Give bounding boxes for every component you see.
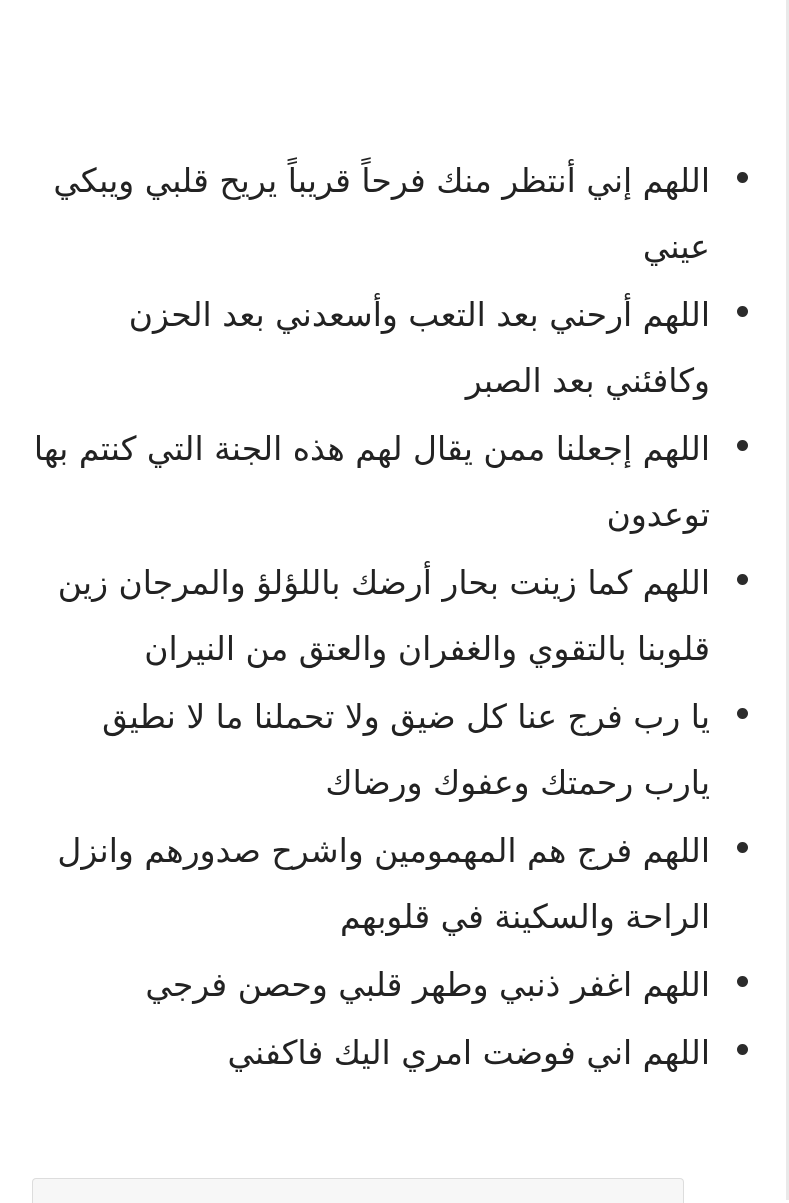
bullet-icon [737, 306, 748, 317]
list-item [30, 282, 750, 414]
bullet-icon [737, 1044, 748, 1055]
list-item [30, 684, 750, 816]
list-item [30, 416, 750, 548]
bullet-icon [737, 172, 748, 183]
list-item [30, 550, 750, 682]
dua-content [30, 148, 750, 1088]
list-item [30, 148, 750, 280]
bullet-icon [737, 440, 748, 451]
bullet-icon [737, 574, 748, 585]
dua-text: اللهم فرج هم المهمومين واشرح صدورهم وانزل الراحة والسكينة في قلوبهم [57, 831, 710, 936]
dua-text: اللهم اني فوضت امري اليك فاكفني [227, 1033, 710, 1072]
list-item [30, 818, 750, 950]
dua-text: اللهم إجعلنا ممن يقال لهم هذه الجنة التي كنتم بها توعدون [33, 429, 710, 534]
dua-text: اللهم إني أنتظر منك فرحاً قريباً يريح قلبي ويبكي عيني [53, 161, 710, 266]
bullet-icon [737, 842, 748, 853]
bullet-icon [737, 708, 748, 719]
dua-text: يا رب فرج عنا كل ضيق ولا تحملنا ما لا نطيق يارب رحمتك وعفوك ورضاك [102, 697, 710, 802]
bullet-icon [737, 976, 748, 987]
dua-list [30, 148, 750, 1086]
list-item [30, 952, 750, 1018]
bottom-panel [32, 1178, 684, 1203]
list-item [30, 1020, 750, 1086]
dua-text: اللهم اغفر ذنبي وطهر قلبي وحصن فرجي [145, 965, 710, 1004]
dua-text: اللهم أرحني بعد التعب وأسعدني بعد الحزن وكافئني بعد الصبر [128, 295, 710, 400]
dua-text: اللهم كما زينت بحار أرضك باللؤلؤ والمرجان زين قلوبنا بالتقوي والغفران والعتق من النيران [57, 563, 710, 668]
